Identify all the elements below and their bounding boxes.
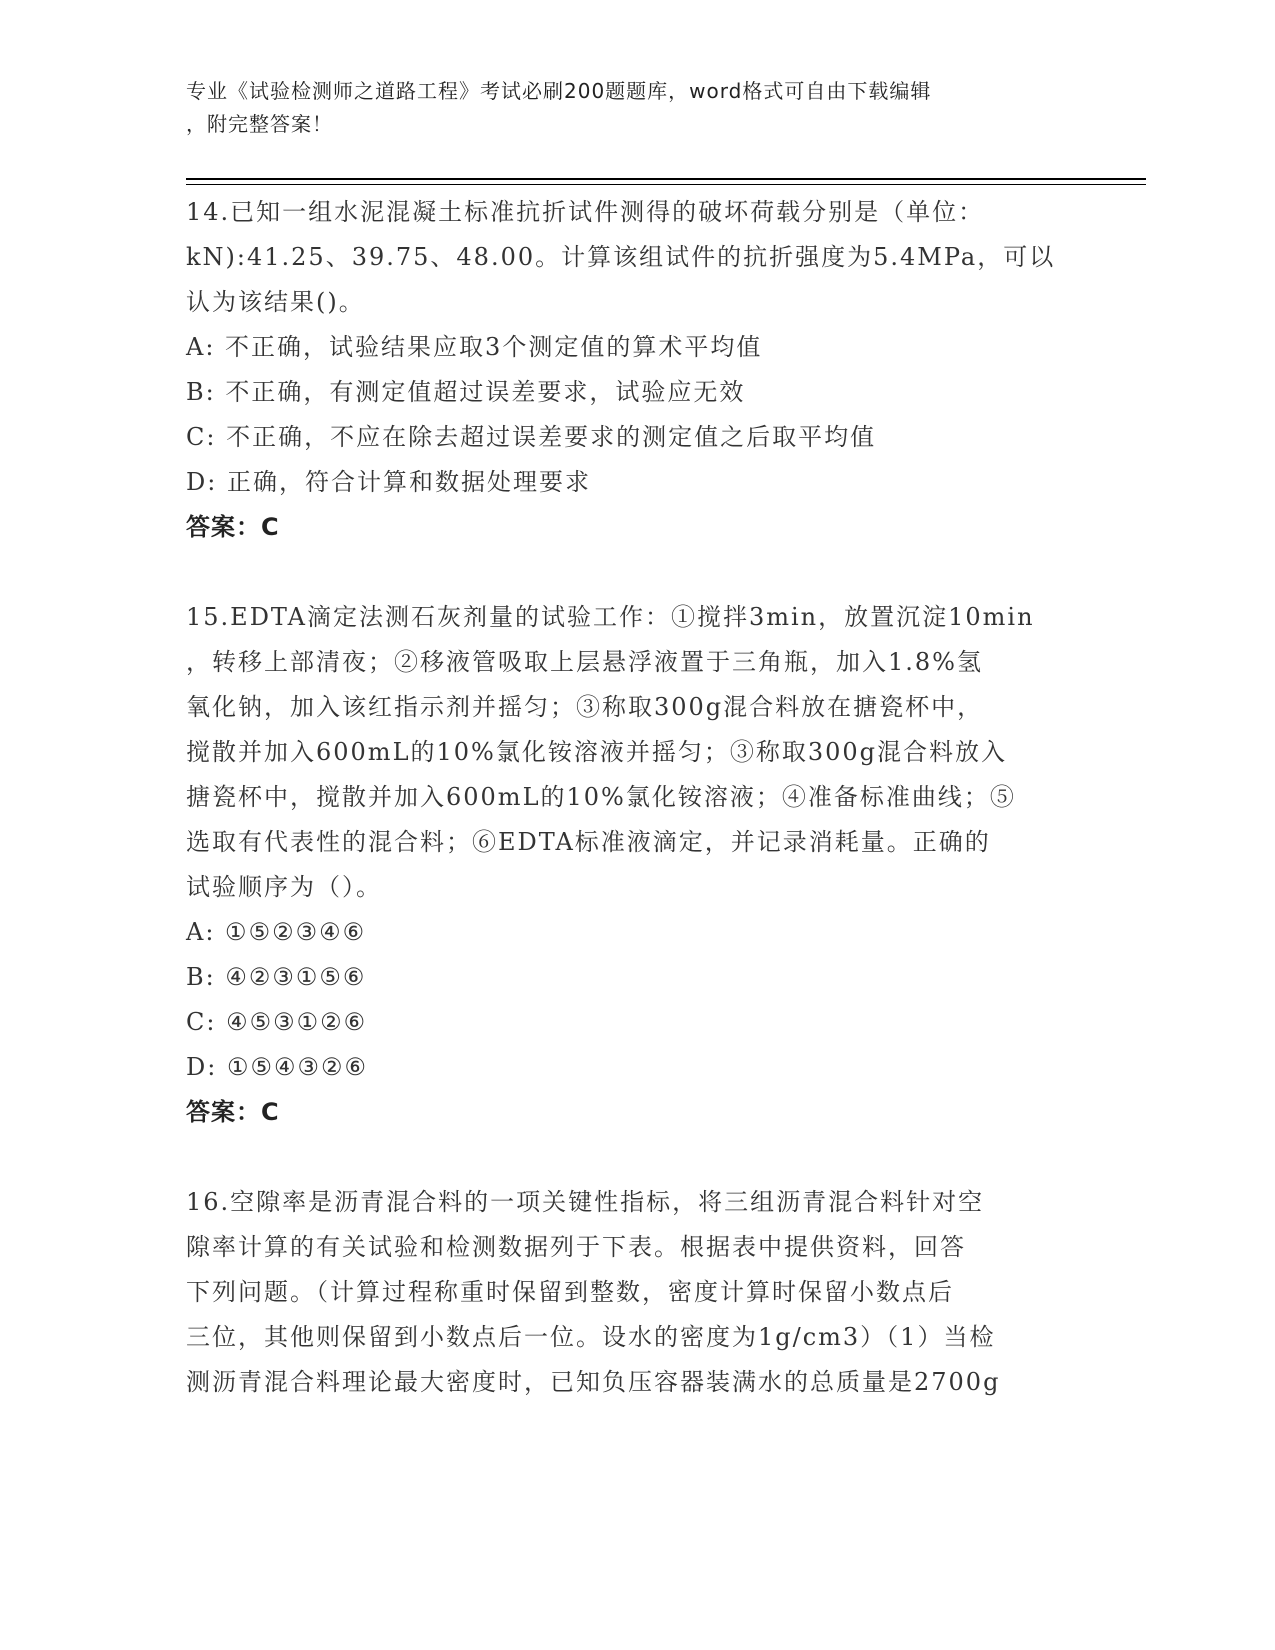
question-line: kN):41.25、39.75、48.00。计算该组试件的抗折强度为5.4MPa，可以: [186, 243, 1056, 271]
option-d: D: 正确，符合计算和数据处理要求: [186, 468, 591, 496]
question-line: 隙率计算的有关试验和检测数据列于下表。根据表中提供资料，回答: [186, 1233, 966, 1261]
header-rule-thin: [186, 184, 1146, 185]
option-b: B: 不正确，有测定值超过误差要求，试验应无效: [186, 378, 746, 406]
header-line-1: 专业《试验检测师之道路工程》考试必刷200题题库，word格式可自由下载编辑: [186, 79, 932, 103]
spacer: [186, 1135, 1086, 1180]
question-line: 试验顺序为（）。: [186, 873, 382, 901]
header-line-2: ，附完整答案！: [186, 112, 333, 136]
question-line: 测沥青混合料理论最大密度时，已知负压容器装满水的总质量是2700g: [186, 1368, 1001, 1396]
question-line: 搅散并加入600mL的10%氯化铵溶液并摇匀；③称取300g混合料放入: [186, 738, 1008, 766]
question-line: 选取有代表性的混合料；⑥EDTA标准液滴定，并记录消耗量。正确的: [186, 828, 991, 856]
question-14: [186, 190, 1086, 550]
question-line: 15.EDTA滴定法测石灰剂量的试验工作：①搅拌3min，放置沉淀10min: [186, 603, 1035, 631]
option-d: D: ①⑤④③②⑥: [186, 1053, 369, 1081]
document-header: [186, 75, 1086, 141]
question-15: [186, 595, 1086, 1135]
answer: 答案：C: [186, 1098, 280, 1126]
spacer: [186, 550, 1086, 595]
answer: 答案：C: [186, 513, 280, 541]
option-b: B: ④②③①⑤⑥: [186, 963, 367, 991]
question-line: 认为该结果()。: [186, 288, 365, 316]
option-c: C: ④⑤③①②⑥: [186, 1008, 368, 1036]
question-line: 16.空隙率是沥青混合料的一项关键性指标，将三组沥青混合料针对空: [186, 1188, 985, 1216]
question-line: ，转移上部清夜；②移液管吸取上层悬浮液置于三角瓶，加入1.8%氢: [186, 648, 983, 676]
header-rule-thick: [186, 178, 1146, 180]
question-line: 下列问题。（计算过程称重时保留到整数，密度计算时保留小数点后: [186, 1278, 954, 1306]
question-line: 搪瓷杯中，搅散并加入600mL的10%氯化铵溶液；④准备标准曲线；⑤: [186, 783, 1016, 811]
question-line: 氧化钠，加入该红指示剂并摇匀；③称取300g混合料放在搪瓷杯中，: [186, 693, 984, 721]
question-line: 三位，其他则保留到小数点后一位。设水的密度为1g/cm3）（1）当检: [186, 1323, 996, 1351]
question-list: [186, 190, 1086, 1405]
option-a: A: 不正确，试验结果应取3个测定值的算术平均值: [186, 333, 763, 361]
question-16: [186, 1180, 1086, 1405]
option-a: A: ①⑤②③④⑥: [186, 918, 367, 946]
option-c: C: 不正确，不应在除去超过误差要求的测定值之后取平均值: [186, 423, 877, 451]
question-line: 14.已知一组水泥混凝土标准抗折试件测得的破坏荷载分别是（单位：: [186, 198, 985, 226]
